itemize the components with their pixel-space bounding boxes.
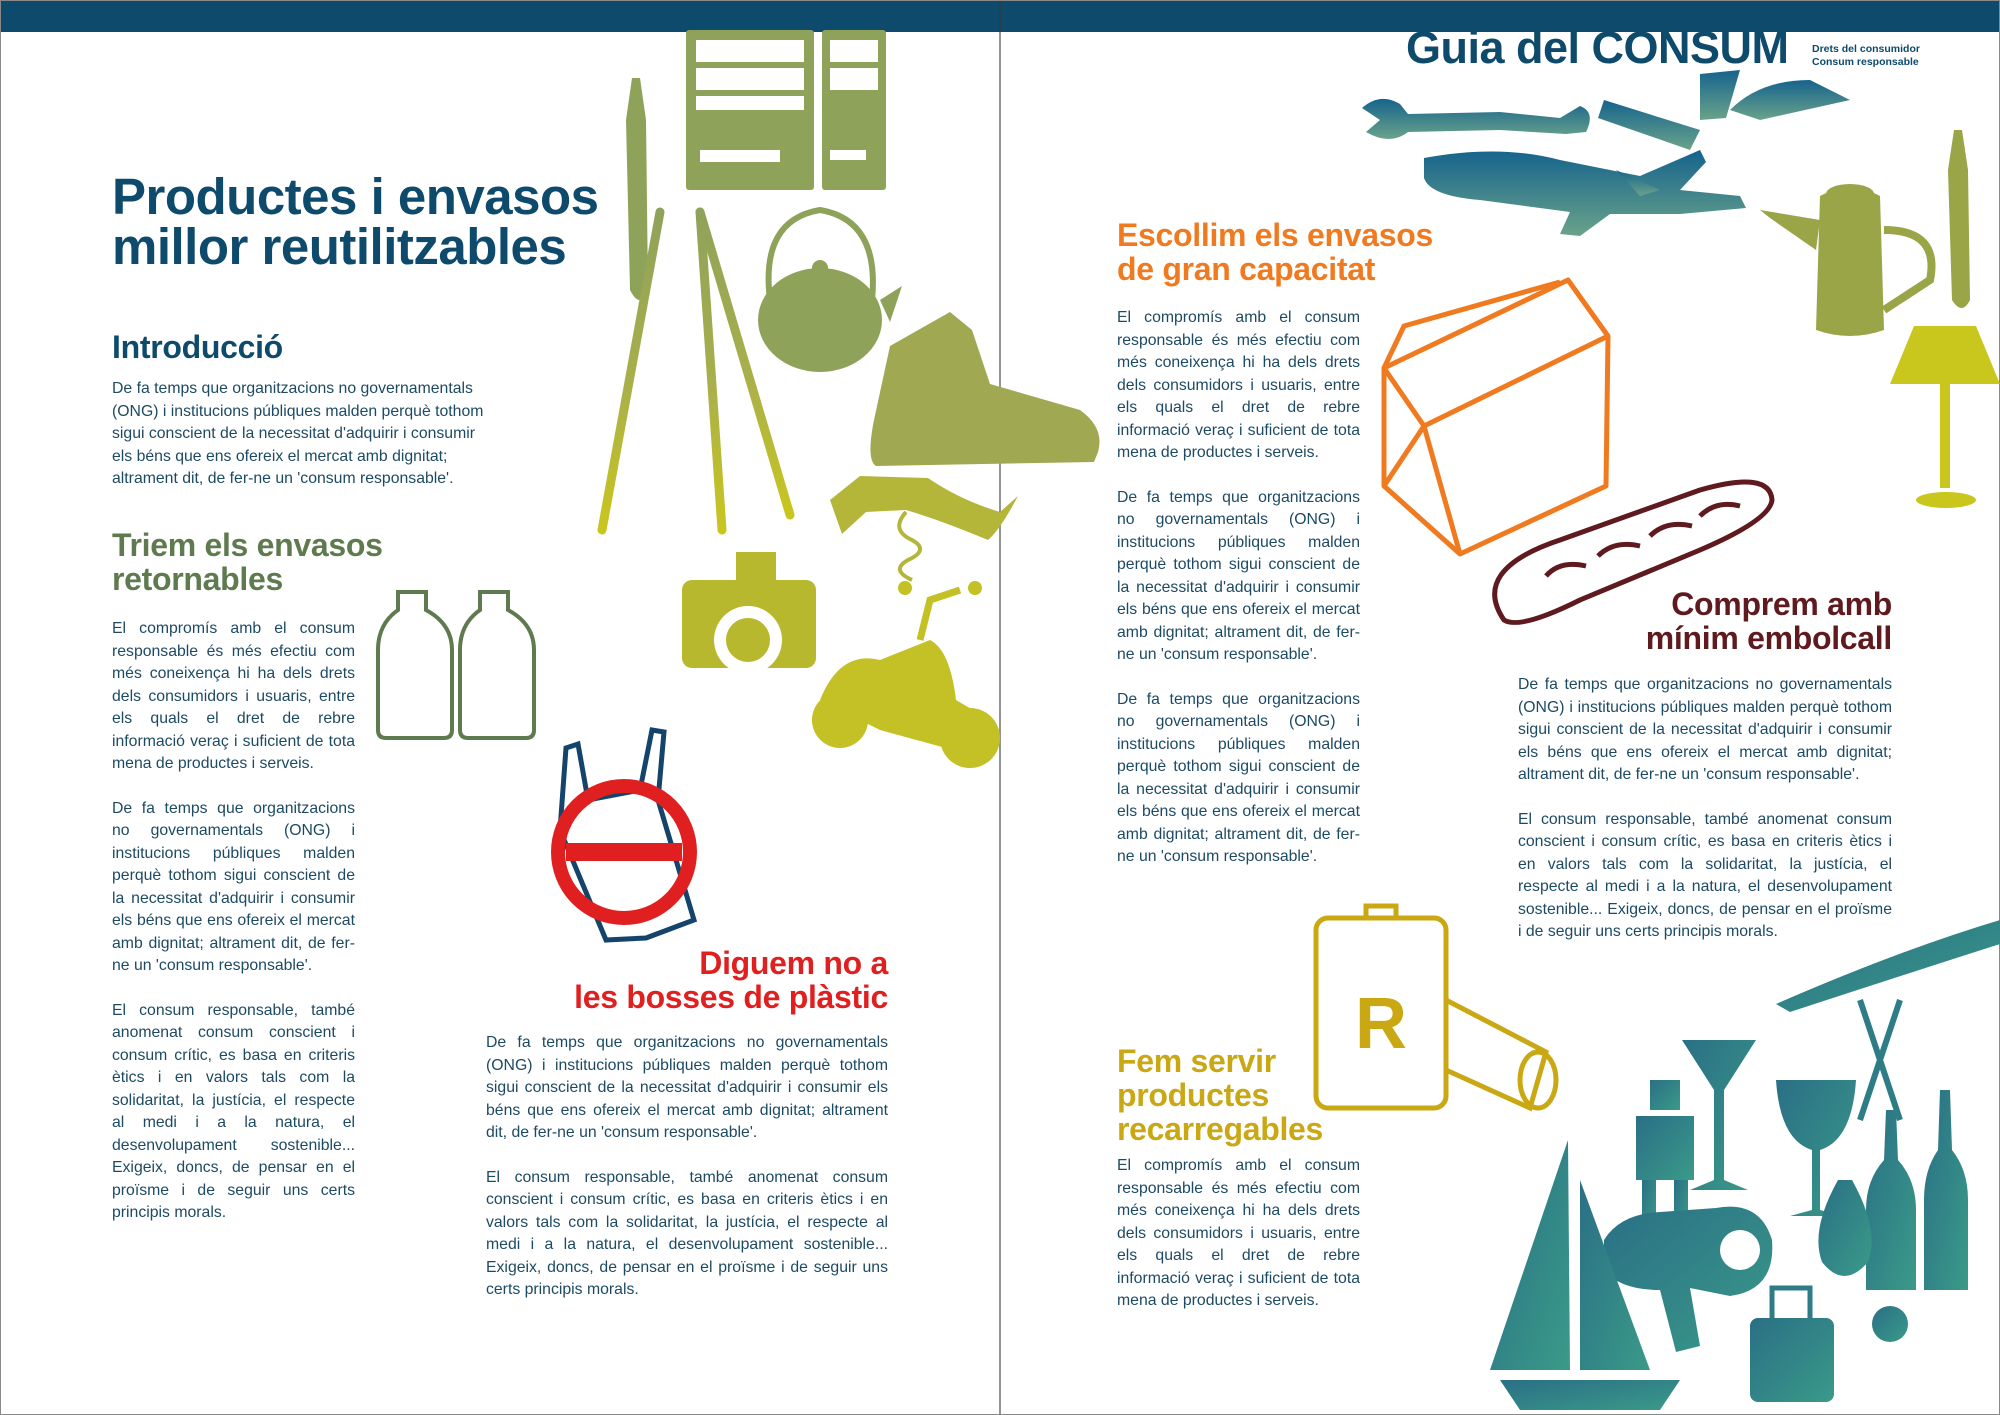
returnable-heading-line-1: Triem els envasos [112, 527, 383, 563]
brand-subtitle-line-1: Drets del consumidor [1812, 43, 1920, 55]
rechargeable-battery-icon [1316, 906, 1556, 1108]
page-title-line-2: millor reutilitzables [112, 218, 567, 275]
tools-and-plane-icon [1362, 70, 1850, 236]
intro-paragraph: De fa temps que organitzacions no governamentals (ONG) i institucions públiques malden perquè tothom sigui conscient de la necessitat d'adquirir i consumir els béns que ens ofereix el mercat amb dignitat; altrament dit, de fer-ne un 'consum responsable'. [112, 380, 484, 487]
brand-title: Guia del CONSUM [1406, 22, 1789, 73]
pen-right-icon [1948, 130, 1970, 308]
packaging-paragraph-2: El consum responsable, també anomenat consum conscient i consum crític, es basa en criteris ètics i en valors tals com la solidaritat, la justícia, el respecte al medi i a la natura, el desenvolupament sostenible... Exigeix, doncs, de pensar en el proïsme i de seguir uns certs principis morals. [1518, 810, 1892, 940]
capacity-heading-line-2: de gran capacitat [1117, 251, 1376, 287]
returnable-paragraph-3: El consum responsable, també anomenat consum conscient i consum crític, es basa en criteris ètics i en valors tals com la solidaritat, la justícia, el respecte al medi i a la natura, el desenvolupament sostenible... Exigeix, doncs, de pensar en el proïsme i de seguir uns certs principis morals. [112, 1001, 355, 1221]
capacity-paragraph-2: De fa temps que organitzacions no governamentals (ONG) i institucions públiques malden perquè tothom sigui conscient de la necessitat d'adquirir i consumir els béns que ens ofereix el mercat amb dignitat; altrament dit, de fer-ne un 'consum responsable'. [1117, 488, 1360, 663]
household-objects-icon [1490, 920, 2000, 1410]
bread-icon [1495, 482, 1772, 623]
intro-heading: Introducció [112, 329, 283, 365]
plastic-paragraph-2: El consum responsable, també anomenat consum conscient i consum crític, es basa en criteris ètics i en valors tals com la solidaritat, la justícia, el respecte al medi i a la natura, el desenvolupament sostenible... Exigeix, doncs, de pensar en el proïsme i de seguir uns certs principis morals. [486, 1168, 888, 1298]
rechargeable-heading-line-3: recarregables [1117, 1111, 1324, 1147]
watering-can-icon [1760, 184, 1932, 336]
plastic-heading-line-2: les bosses de plàstic [574, 979, 888, 1015]
page-title-line-1: Productes i envasos [112, 168, 599, 225]
plastic-paragraph-1: De fa temps que organitzacions no governamentals (ONG) i institucions públiques malden perquè tothom sigui conscient de la necessitat d'adquirir i consumir els béns que ens ofereix el mercat amb dignitat; altrament dit, de fer-ne un 'consum responsable'. [486, 1034, 888, 1141]
returnable-paragraph-1: El compromís amb el consum responsable és més efectiu com més coneixença hi ha dels drets dels consumidors i usuaris, entre els quals el dret de rebre informació veraç i suficient de tota mena de productes i serveis. [112, 620, 355, 772]
returnable-heading-line-2: retornables [112, 561, 283, 597]
packaging-heading-line-2: mínim embolcall [1645, 620, 1892, 656]
capacity-heading-line-1: Escollim els envasos [1117, 217, 1433, 253]
capacity-paragraph-1: El compromís amb el consum responsable és més efectiu com més coneixença hi ha dels drets dels consumidors i usuaris, entre els quals el dret de rebre informació veraç i suficient de tota mena de productes i serveis. [1117, 309, 1360, 461]
rechargeable-paragraph-1: El compromís amb el consum responsable és més efectiu com més coneixença hi ha dels drets dels consumidors i usuaris, entre els quals el dret de rebre informació veraç i suficient de tota mena de productes i serveis. [1117, 1157, 1360, 1309]
milk-carton-icon [1384, 280, 1608, 554]
rechargeable-heading-line-2: productes [1117, 1077, 1269, 1113]
battery-letter: R [1355, 984, 1407, 1064]
packaging-paragraph-1: De fa temps que organitzacions no governamentals (ONG) i institucions públiques malden perquè tothom sigui conscient de la necessitat d'adquirir i consumir els béns que ens ofereix el mercat amb dignitat; altrament dit, de fer-ne un 'consum responsable'. [1518, 676, 1892, 783]
plastic-heading-line-1: Diguem no a [699, 945, 888, 981]
rechargeable-heading-line-1: Fem servir [1117, 1043, 1276, 1079]
brand-subtitle-line-2: Consum responsable [1812, 56, 1919, 68]
returnable-paragraph-2: De fa temps que organitzacions no governamentals (ONG) i institucions públiques malden perquè tothom sigui conscient de la necessitat d'adquirir i consumir els béns que ens ofereix el mercat amb dignitat; altrament dit, de fer-ne un 'consum responsable'. [112, 799, 355, 974]
packaging-heading-line-1: Comprem amb [1671, 586, 1892, 622]
capacity-paragraph-3: De fa temps que organitzacions no governamentals (ONG) i institucions públiques malden perquè tothom sigui conscient de la necessitat d'adquirir i consumir els béns que ens ofereix el mercat amb dignitat; altrament dit, de fer-ne un 'consum responsable'. [1117, 690, 1360, 865]
lamp-icon [1890, 326, 2000, 508]
